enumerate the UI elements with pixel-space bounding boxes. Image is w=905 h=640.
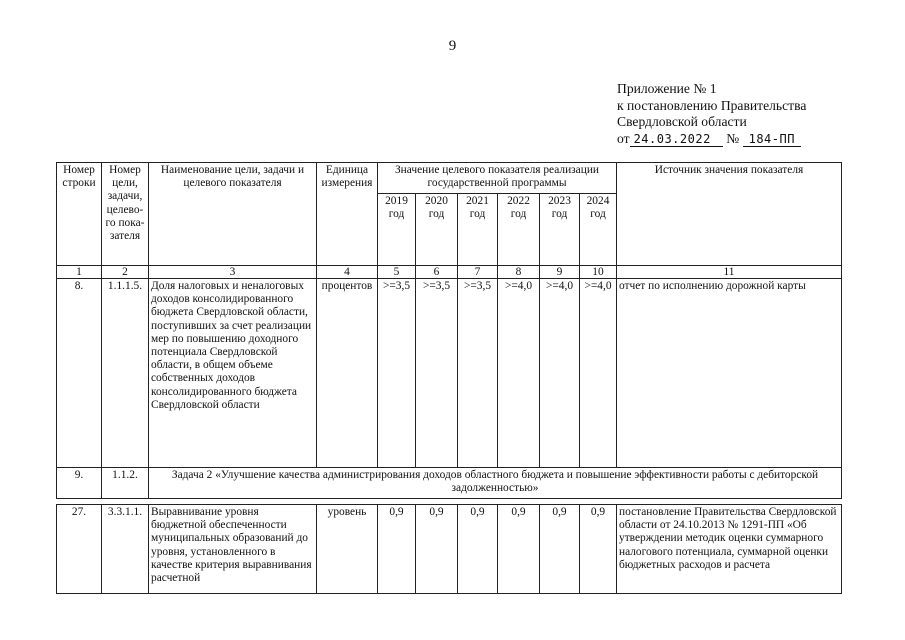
source: отчет по исполнению дорожной карты [617, 279, 842, 468]
indicator-name: Выравнивание уровня бюджетной обеспеченности муниципальных образований до уровня, установленного в качестве критерия выравнивания расчетной [149, 505, 317, 594]
value-2020: >=3,5 [416, 279, 458, 468]
table-row [57, 505, 842, 594]
date-prefix: от [617, 130, 630, 146]
goal-code: 1.1.2. [102, 468, 149, 499]
value-2019: >=3,5 [378, 279, 416, 468]
unit: процентов [317, 279, 378, 468]
column-number: 2 [102, 266, 149, 279]
column-number: 3 [149, 266, 317, 279]
column-number: 7 [458, 266, 498, 279]
value-2023: >=4,0 [540, 279, 580, 468]
indicator-name: Доля налоговых и неналоговых доходов консолидированного бюджета Свердловской области, поступивших за счет реализации мер по повышению доходного потенциала Свердловской области, в общем объеме собственных доходов консолидированного бюджета Свердловской области [149, 279, 317, 468]
value-2022: >=4,0 [498, 279, 540, 468]
value-2024: >=4,0 [580, 279, 617, 468]
source: постановление Правительства Свердловской области от 24.10.2013 № 1291-ПП «Об утверждении методик оценки суммарного налогового потенциала, суммарной оценки бюджетных расходов и расчета [617, 505, 842, 594]
header-row-top [57, 163, 842, 194]
table-row [57, 279, 842, 468]
column-number: 9 [540, 266, 580, 279]
header-year-2024: 2024 год [580, 194, 617, 266]
column-number: 4 [317, 266, 378, 279]
appendix-line-region: Свердловской области [617, 114, 747, 130]
indicators-table [56, 162, 842, 594]
column-number: 8 [498, 266, 540, 279]
column-number: 11 [617, 266, 842, 279]
value-2019: 0,9 [378, 505, 416, 594]
column-number: 10 [580, 266, 617, 279]
column-number: 5 [378, 266, 416, 279]
row-number: 8. [57, 279, 102, 468]
unit: уровень [317, 505, 378, 594]
header-values-group: Значение целевого показателя реализации государственной программы [378, 163, 617, 194]
header-goal-number: Номер цели, задачи, целево-го пока-зателя [102, 163, 149, 266]
appendix-line-resolution: к постановлению Правительства [617, 97, 807, 113]
row-number: 9. [57, 468, 102, 499]
goal-code: 3.3.1.1. [102, 505, 149, 594]
number-prefix: № [726, 130, 740, 146]
header-name: Наименование цели, задачи и целевого показателя [149, 163, 317, 266]
header-year-2019: 2019 год [378, 194, 416, 266]
value-2023: 0,9 [540, 505, 580, 594]
row-number: 27. [57, 505, 102, 594]
value-2024: 0,9 [580, 505, 617, 594]
column-number-row [57, 266, 842, 279]
page-number: 9 [448, 38, 457, 54]
value-2020: 0,9 [416, 505, 458, 594]
appendix-block [617, 81, 806, 147]
value-2021: 0,9 [458, 505, 498, 594]
value-2022: 0,9 [498, 505, 540, 594]
header-year-2022: 2022 год [498, 194, 540, 266]
resolution-number: 184-ПП [743, 132, 801, 147]
column-number: 1 [57, 266, 102, 279]
column-number: 6 [416, 266, 458, 279]
header-row-number: Номер строки [57, 163, 102, 266]
header-source: Источник значения показателя [617, 163, 842, 266]
table-row [57, 468, 842, 499]
appendix-date-line [617, 131, 806, 148]
goal-code: 1.1.1.5. [102, 279, 149, 468]
header-unit: Единица измерения [317, 163, 378, 266]
header-year-2020: 2020 год [416, 194, 458, 266]
header-year-2021: 2021 год [458, 194, 498, 266]
header-year-2023: 2023 год [540, 194, 580, 266]
task-description: Задача 2 «Улучшение качества администрирования доходов областного бюджета и повышение эффективности работы с дебиторской задолженностью» [149, 468, 842, 499]
appendix-title: Приложение № 1 [617, 81, 717, 96]
resolution-date: 24.03.2022 [630, 132, 723, 147]
value-2021: >=3,5 [458, 279, 498, 468]
